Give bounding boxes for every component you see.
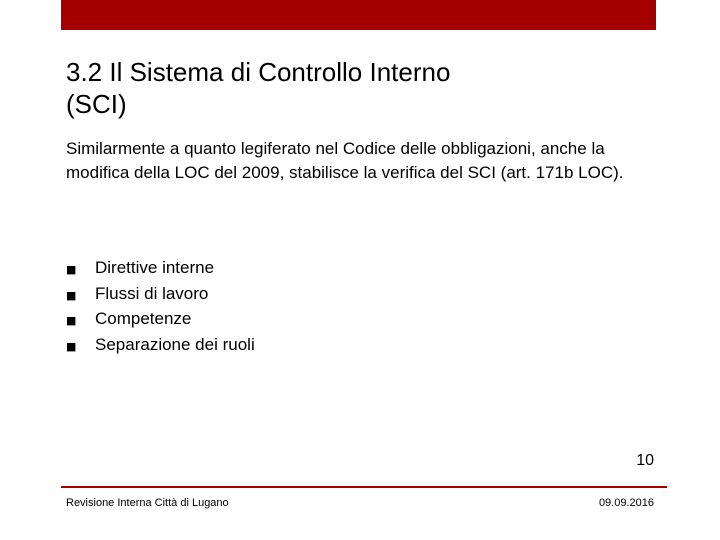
square-bullet-icon: ■ xyxy=(66,339,77,353)
list-item xyxy=(66,282,255,308)
header-accent-bar xyxy=(61,0,656,30)
footer-divider xyxy=(61,486,667,488)
list-item xyxy=(66,333,255,359)
intro-paragraph: Similarmente a quanto legiferato nel Codice delle obbligazioni, anche la modifica della LOC del 2009, stabilisce la verifica del SCI (art. 171b LOC). xyxy=(66,139,624,182)
bullet-text: Competenze xyxy=(95,309,192,328)
page-number: 10 xyxy=(636,452,654,469)
bullet-text: Direttive interne xyxy=(95,258,215,277)
square-bullet-icon: ■ xyxy=(66,314,77,327)
slide-title: 3.2 Il Sistema di Controllo Interno (SCI) xyxy=(66,57,451,119)
footer-organization: Revisione Interna Città di Lugano xyxy=(66,497,229,509)
bullet-text: Separazione dei ruoli xyxy=(95,334,255,354)
footer-date: 09.09.2016 xyxy=(598,497,654,509)
square-bullet-icon: ■ xyxy=(66,263,77,276)
square-bullet-icon: ■ xyxy=(66,288,77,302)
bullet-text: Flussi di lavoro xyxy=(95,283,209,303)
bullet-list xyxy=(66,256,255,358)
list-item xyxy=(66,307,255,333)
list-item xyxy=(66,256,255,282)
